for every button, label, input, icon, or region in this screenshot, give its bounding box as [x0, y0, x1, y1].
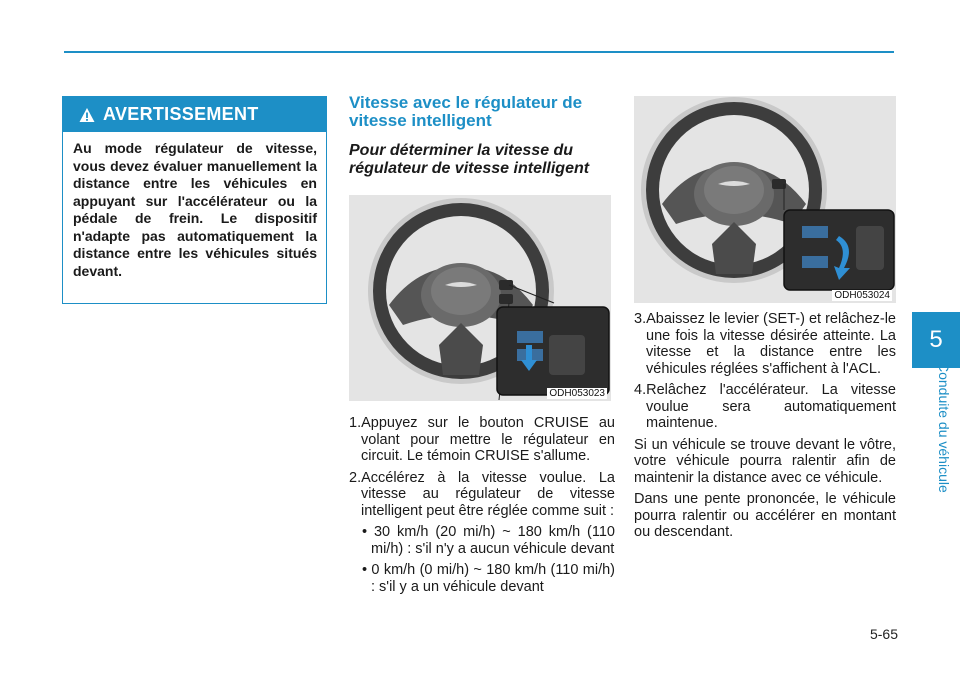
- paragraph: Si un véhicule se trouve devant le vôtre, votre véhicule pourra ralentir afin de maintenir la distance avec ce véhicule.: [634, 436, 896, 486]
- warning-box: [62, 96, 327, 304]
- warning-triangle-icon: [79, 107, 95, 123]
- steering-wheel-figure-2: [634, 96, 896, 303]
- chapter-tab: 5: [912, 312, 960, 368]
- figure-caption: ODH053023: [549, 388, 605, 399]
- steering-wheel-illustration: [349, 195, 611, 401]
- steps-list-1: [349, 415, 615, 595]
- column-middle: [349, 94, 615, 600]
- warning-header: [63, 97, 326, 132]
- list-item: 2.Accélérez à la vitesse voulue. La vitesse au régulateur de vitesse intelligent peut être réglée comme suit :: [349, 469, 615, 519]
- bullet-item: • 0 km/h (0 mi/h) ~ 180 km/h (110 mi/h) : s'il y a un véhicule devant: [362, 562, 615, 595]
- steps-list-2: [634, 311, 896, 541]
- list-item: 4.Relâchez l'accélérateur. La vitesse voulue sera automatiquement maintenue.: [634, 382, 896, 431]
- steering-wheel-illustration: [634, 96, 896, 303]
- page-number: 5-65: [869, 626, 898, 642]
- section-title: Vitesse avec le régulateur de vitesse intelligent: [349, 93, 583, 130]
- section-subtitle: Pour déterminer la vitesse du régulateur de vitesse intelligent: [349, 142, 590, 177]
- steering-wheel-figure-1: [349, 195, 611, 401]
- chapter-label: Conduite du véhicule: [936, 362, 952, 493]
- header-rule: [64, 51, 894, 53]
- paragraph: Dans une pente prononcée, le véhicule pourra ralentir ou accélérer en montant ou descendant.: [634, 491, 896, 540]
- list-item: 1.Appuyez sur le bouton CRUISE au volant pour mettre le régulateur en circuit. Le témoin CRUISE s'allume.: [349, 415, 615, 464]
- list-item: 3.Abaissez le levier (SET-) et relâchez-le une fois la vitesse désirée atteinte. La vitesse et la distance entre les véhicules réglées s'affichent à l'ACL.: [634, 311, 896, 377]
- figure-caption: ODH053024: [834, 290, 890, 301]
- column-right: [634, 96, 896, 546]
- bullet-item: • 30 km/h (20 mi/h) ~ 180 km/h (110 mi/h) : s'il n'y a aucun véhicule devant: [362, 524, 615, 557]
- warning-text: Au mode régulateur de vitesse, vous devez évaluer manuellement la distance entre les véhicules en appuyant sur l'accélérateur ou la pédale de frein. Le dispositif n'adapte pas automatiquement la distance entre les véhicules situés devant.: [73, 140, 317, 279]
- warning-title: AVERTISSEMENT: [103, 104, 259, 124]
